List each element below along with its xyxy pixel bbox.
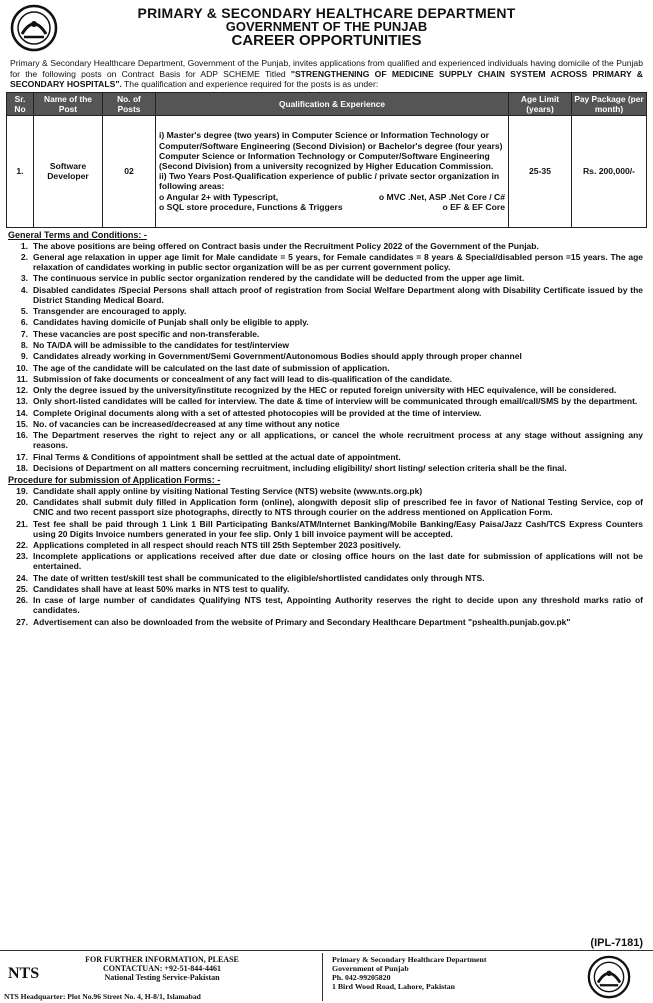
item-number: 13. xyxy=(16,396,28,407)
item-number: 4. xyxy=(20,284,28,295)
item-number: 20. xyxy=(16,497,28,508)
list-item xyxy=(6,497,647,517)
item-text: Candidates shall have at least 50% marks in NTS test to qualify. xyxy=(33,583,290,594)
item-text: These vacancies are post specific and non-transferable. xyxy=(33,328,260,339)
list-item xyxy=(6,285,647,305)
item-text: Submission of fake documents or concealment of any fact will lead to dis-qualification of the candidate. xyxy=(33,373,452,384)
list-item xyxy=(6,252,647,272)
item-text: No. of vacancies can be increased/decreased at any time without any notice xyxy=(33,418,340,429)
item-number: 19. xyxy=(16,485,28,496)
item-number: 22. xyxy=(16,539,28,550)
col-pay: Pay Package (per month) xyxy=(572,92,647,115)
item-number: 16. xyxy=(16,430,28,441)
dept-phone: Ph. 042-99205820 xyxy=(332,973,391,982)
item-number: 9. xyxy=(20,351,28,362)
list-item xyxy=(6,519,647,539)
item-number: 14. xyxy=(16,407,28,418)
nts-contact xyxy=(4,955,262,1001)
dept-govt: Government of Punjab xyxy=(332,964,409,973)
item-text: Candidates shall submit duly filled in Application form (online), alongwith deposit slip of prescribed fee in favor of National Testing Service, cop of CNIC and two recent passport size photographs, directly to NTS through courier on the address mentioned on Application Form. xyxy=(33,497,643,518)
table-header-row xyxy=(7,92,647,115)
item-number: 25. xyxy=(16,583,28,594)
list-item xyxy=(6,363,647,373)
item-number: 26. xyxy=(16,595,28,606)
skill-item: o SQL store procedure, Functions & Triggers xyxy=(159,201,343,212)
item-text: Applications completed in all respect should reach NTS till 25th September 2023 positively. xyxy=(33,539,401,550)
item-number: 17. xyxy=(16,451,28,462)
cell-posts: 02 xyxy=(103,115,156,227)
list-item xyxy=(6,329,647,339)
skill-item: o EF & EF Core xyxy=(442,201,505,212)
contact-org: National Testing Service-Pakistan xyxy=(104,973,220,982)
cell-qualification xyxy=(156,115,509,227)
item-text: Complete Original documents along with a set of attested photocopies will be provided at the time of interview. xyxy=(33,407,482,418)
list-item xyxy=(6,241,647,251)
procedure-heading: Procedure for submission of Application Forms: - xyxy=(8,474,221,485)
item-number: 3. xyxy=(20,273,28,284)
col-name: Name of the Post xyxy=(34,92,103,115)
list-item xyxy=(6,374,647,384)
list-item xyxy=(6,573,647,583)
item-text: In case of large number of candidates Qualifying NTS test, Appointing Authority reserves the right to decide upon any threshold marks ratio of candidates. xyxy=(33,595,643,616)
list-item xyxy=(6,385,647,395)
item-number: 7. xyxy=(20,328,28,339)
list-item xyxy=(6,595,647,615)
punjab-emblem-icon xyxy=(10,4,58,52)
qualification-experience: ii) Two Years Post-Qualification experience of public / private sector organization in following areas: xyxy=(159,171,500,192)
posts-table xyxy=(6,92,647,228)
header xyxy=(6,0,647,58)
qualification-degree: i) Master's degree (two years) in Computer Science or Information Technology or Computer/Software Engineering (Second Division) or Bachelor's degree (four years) Computer Science or Information Technology or Computer/Software Engineering (Second Division) from a university recognized by Higher Education Commission. xyxy=(159,130,503,172)
government-title: GOVERNMENT OF THE PUNJAB xyxy=(225,19,428,34)
dept-address: 1 Bird Wood Road, Lahore, Pakistan xyxy=(332,982,455,991)
item-number: 12. xyxy=(16,385,28,396)
list-item xyxy=(6,551,647,571)
item-text: The date of written test/skill test shall be communicated to the eligible/shortlisted candidates only through NTS. xyxy=(33,572,485,583)
cell-pay: Rs. 200,000/- xyxy=(572,115,647,227)
list-item xyxy=(6,340,647,350)
list-item xyxy=(6,540,647,550)
general-terms-heading: General Terms and Conditions: - xyxy=(8,229,147,240)
skill-item: o MVC .Net, ASP .Net Core / C# xyxy=(378,191,505,202)
item-number: 21. xyxy=(16,518,28,529)
item-text: Test fee shall be paid through 1 Link 1 Bill Participating Banks/ATM/Internet Banking/Mobile Banking/Easy Paisa/Jazz Cash/TCS Express Counters using 20 Digits Invoice numbers generated in your fee slip. Only 1 bill invoice payment will be accepted. xyxy=(33,518,643,539)
item-number: 5. xyxy=(20,306,28,317)
item-text: The above positions are being offered on Contract basis under the Recruitment Policy 2022 of the Government of the Punjab. xyxy=(33,240,539,251)
item-text: The age of the candidate will be calculated on the last date of submission of application. xyxy=(33,362,390,373)
procedure-list xyxy=(6,486,647,627)
list-item xyxy=(6,452,647,462)
item-text: Only the degree issued by the university/institute recognized by the HEC or reputed foreign university with HEC equivalence, will be considered. xyxy=(33,385,617,396)
nts-address: NTS Headquarter: Plot No.96 Street No. 4, H-8/1, Islamabad xyxy=(4,992,201,1001)
item-number: 24. xyxy=(16,572,28,583)
item-text: Only short-listed candidates will be called for interview. The date & time of interview will be communicated through email/call/SMS by the department. xyxy=(33,396,638,407)
item-number: 8. xyxy=(20,339,28,350)
list-item xyxy=(6,617,647,627)
table-row xyxy=(7,115,647,227)
item-text: No TA/DA will be admissible to the candidates for test/interview xyxy=(33,339,289,350)
footer-divider xyxy=(322,953,323,1001)
nts-logo: NTS xyxy=(8,965,40,982)
col-sr: Sr. No xyxy=(7,92,34,115)
intro-text-2: The qualification and experience required for the posts is as under: xyxy=(121,79,379,90)
list-item xyxy=(6,273,647,283)
item-text: The continuous service in public sector organization rendered by the candidate will be deducted from the upper age limit. xyxy=(33,273,525,284)
item-number: 1. xyxy=(20,240,28,251)
contact-phone: CONTACTUAN: +92-51-844-4461 xyxy=(103,964,221,973)
item-number: 11. xyxy=(16,373,28,384)
list-item xyxy=(6,419,647,429)
cell-age: 25-35 xyxy=(509,115,572,227)
item-text: The Department reserves the right to reject any or all applications, or cancel the whole recruitment process at any stage without assigning any reasons. xyxy=(33,430,643,451)
list-item xyxy=(6,584,647,594)
intro-text-1: Primary & Secondary Healthcare Department, Government of the Punjab, invites applications from qualified and experienced individuals having domicile of the Punjab for the following posts on Contract Basis for ADP SCHEME Titled xyxy=(10,58,643,79)
item-text: Candidate shall apply online by visiting National Testing Service (NTS) website (www.nts.org.pk) xyxy=(33,485,423,496)
item-text: Incomplete applications or applications received after due date or closing office hours on the last date for submission of applications will not be entertained. xyxy=(33,551,643,572)
dept-name: Primary & Secondary Healthcare Department xyxy=(332,955,487,964)
item-text: Transgender are encouraged to apply. xyxy=(33,306,187,317)
cell-sr: 1. xyxy=(7,115,34,227)
item-number: 10. xyxy=(16,362,28,373)
list-item xyxy=(6,306,647,316)
skill-item: o Angular 2+ with Typescript, xyxy=(159,191,279,202)
item-text: Disabled candidates /Special Persons shall attach proof of registration from Social Welfare Department along with Disability Certificate issued by the District Standing Medical Board. xyxy=(33,284,643,305)
list-item xyxy=(6,463,647,473)
list-item xyxy=(6,351,647,361)
item-text: Decisions of Department on all matters concerning recruitment, including eligibility/ short listing/ selection criteria shall be the final. xyxy=(33,462,567,473)
item-number: 2. xyxy=(20,252,28,263)
intro-paragraph xyxy=(10,58,643,90)
item-number: 6. xyxy=(20,317,28,328)
list-item xyxy=(6,408,647,418)
list-item xyxy=(6,486,647,496)
item-number: 15. xyxy=(16,418,28,429)
department-contact xyxy=(332,955,486,991)
item-text: Candidates having domicile of Punjab shall only be eligible to apply. xyxy=(33,317,309,328)
footer xyxy=(0,950,653,1003)
list-item xyxy=(6,396,647,406)
list-item xyxy=(6,430,647,450)
punjab-emblem-icon xyxy=(587,955,631,999)
item-text: Candidates already working in Government/Semi Government/Autonomous Bodies should apply through proper channel xyxy=(33,351,522,362)
list-item xyxy=(6,317,647,327)
ipl-code: (IPL-7181) xyxy=(590,937,643,949)
col-qualification: Qualification & Experience xyxy=(156,92,509,115)
item-text: Advertisement can also be downloaded from the website of Primary and Secondary Healthcare Department "pshealth.punjab.gov.pk" xyxy=(33,616,571,627)
item-number: 23. xyxy=(16,551,28,562)
department-title: PRIMARY & SECONDARY HEALTHCARE DEPARTMENT xyxy=(137,5,516,21)
item-number: 27. xyxy=(16,616,28,627)
col-posts: No. of Posts xyxy=(103,92,156,115)
general-terms-list xyxy=(6,241,647,473)
item-text: Final Terms & Conditions of appointment shall be settled at the actual date of appointment. xyxy=(33,451,401,462)
career-title: CAREER OPPORTUNITIES xyxy=(231,32,422,49)
contact-line: FOR FURTHER INFORMATION, PLEASE xyxy=(85,955,239,964)
scheme-title: "STRENGTHENING OF MEDICINE SUPPLY CHAIN SYSTEM ACROSS PRIMARY & SECONDARY HOSPITALS". xyxy=(10,68,643,90)
col-age: Age Limit (years) xyxy=(509,92,572,115)
item-text: General age relaxation in upper age limit for Male candidate = 5 years, for Female candidates = 8 years & Special/disabled person =15 years. The age relaxation of candidates working in public sector organization will be as per current government policy. xyxy=(33,252,643,273)
item-number: 18. xyxy=(16,462,28,473)
cell-post-name: Software Developer xyxy=(34,115,103,227)
